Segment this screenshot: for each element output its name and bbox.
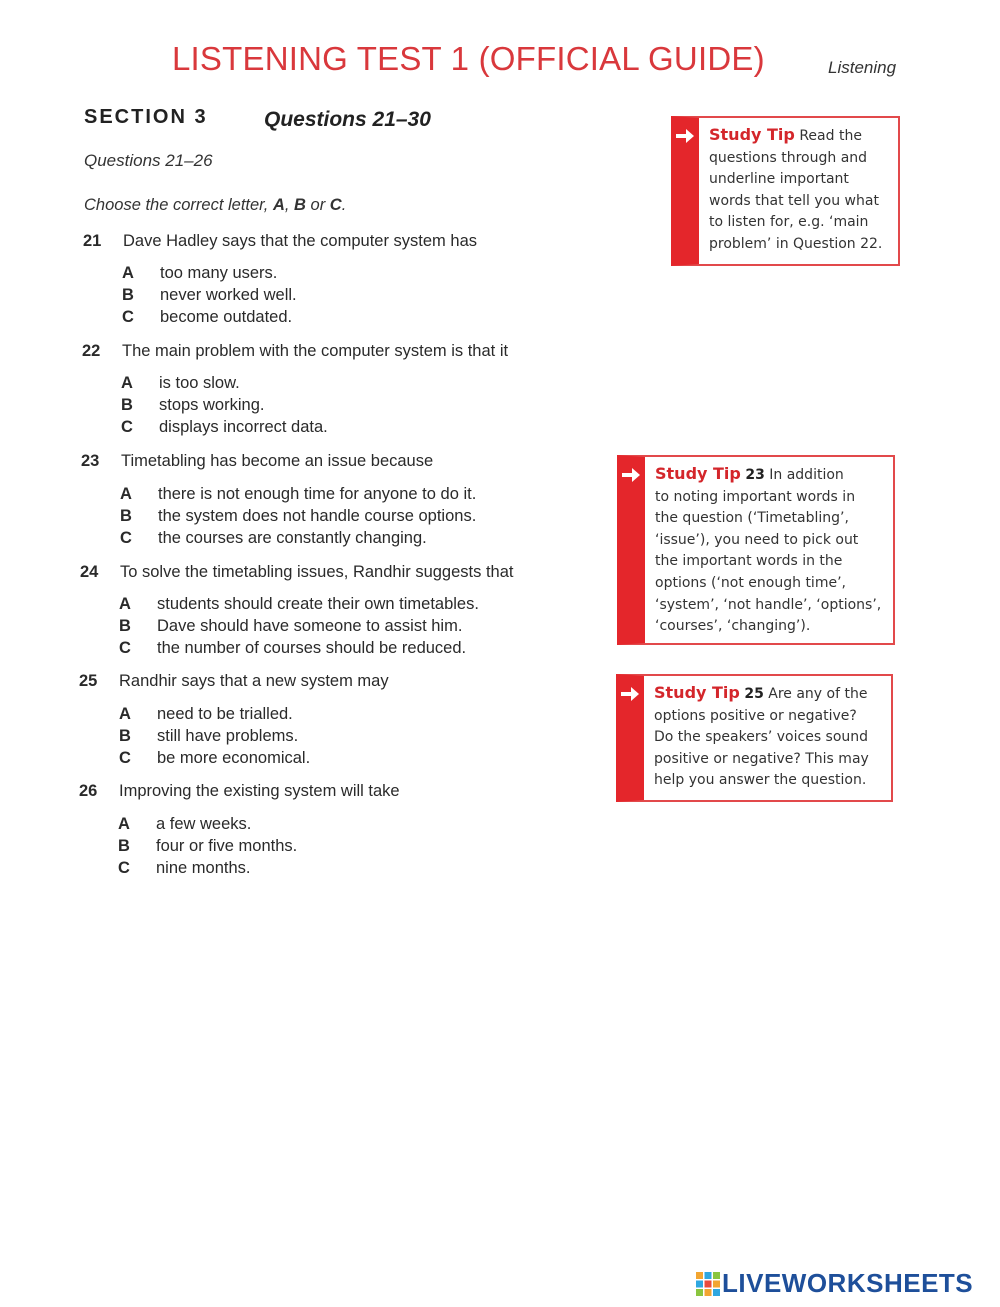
instruction-letter-c: C [329, 196, 342, 214]
option-letter: C [119, 639, 131, 657]
study-tip-line: ‘issue’), you need to pick out [655, 531, 859, 548]
arrow-right-icon [618, 682, 642, 706]
study-tip-heading: Study Tip [655, 464, 741, 483]
option-text: students should create their own timetables. [157, 595, 479, 613]
study-tip-number: 23 [745, 467, 765, 483]
option-letter: C [120, 529, 132, 547]
study-tip-heading: Study Tip [654, 683, 740, 702]
question-number: 25 [79, 672, 98, 690]
option-text: there is not enough time for anyone to do it. [158, 485, 477, 503]
study-tip-line: Are any of the [768, 686, 868, 702]
option-text: never worked well. [160, 286, 297, 304]
study-tip-line: to listen for, e.g. ‘main [709, 214, 869, 231]
option-text: the courses are constantly changing. [158, 529, 427, 547]
instruction [84, 196, 346, 215]
option-text: the system does not handle course options. [158, 507, 477, 525]
option-text: become outdated. [160, 308, 293, 326]
option-letter: A [119, 595, 131, 613]
instruction-sep: or [305, 196, 330, 214]
question-number: 22 [82, 342, 101, 360]
question-stem: Improving the existing system will take [119, 782, 400, 800]
arrow-right-icon [673, 124, 697, 148]
study-tip-line: options positive or negative? [654, 707, 857, 724]
liveworksheets-logo-icon [696, 1272, 720, 1296]
page-title: LISTENING TEST 1 (OFFICIAL GUIDE) [172, 40, 765, 77]
study-tip-line: ‘system’, ‘not handle’, ‘options’, [655, 596, 882, 613]
study-tip-body [709, 124, 890, 256]
option-letter: B [119, 617, 131, 635]
study-tip-line: words that tell you what [709, 192, 879, 209]
section-range: Questions 21–30 [264, 108, 431, 131]
option-letter: A [120, 485, 132, 503]
study-tip-line: Do the speakers’ voices sound [654, 729, 869, 746]
study-tip-box [617, 455, 895, 645]
study-tip-body [654, 682, 883, 792]
option-letter: A [121, 374, 133, 392]
option-letter: B [121, 396, 133, 414]
option-letter: C [118, 859, 130, 877]
question-stem: Dave Hadley says that the computer system has [123, 232, 477, 250]
option-text: the number of courses should be reduced. [157, 639, 467, 657]
option-letter: B [122, 286, 134, 304]
study-tip-line: ‘courses’, ‘changing’). [655, 618, 811, 635]
instruction-letter-b: B [294, 196, 306, 214]
study-tip-line: to noting important words in [655, 488, 856, 505]
arrow-right-icon [619, 463, 643, 487]
instruction-text: Choose the correct letter, [84, 196, 273, 214]
option-letter: C [121, 418, 133, 436]
option-letter: C [119, 749, 131, 767]
option-text: still have problems. [157, 727, 299, 745]
option-text: a few weeks. [156, 815, 252, 833]
study-tip-number: 25 [744, 686, 764, 702]
option-letter: C [122, 308, 134, 326]
running-header: Listening [828, 58, 897, 77]
section-label: SECTION 3 [84, 106, 208, 128]
study-tip-heading: Study Tip [709, 125, 795, 144]
option-letter: A [122, 264, 134, 282]
study-tip-line: help you answer the question. [654, 772, 867, 789]
study-tip-line: Read the [799, 128, 862, 144]
option-text: stops working. [159, 396, 265, 414]
question-stem: Timetabling has become an issue because [121, 452, 434, 470]
liveworksheets-brand [696, 1268, 996, 1298]
instruction-end: . [341, 196, 347, 214]
study-tip-box [671, 116, 900, 266]
study-tip-line: underline important [709, 171, 849, 188]
question-stem: The main problem with the computer system is that it [122, 342, 509, 360]
study-tip-line: positive or negative? This may [654, 750, 869, 767]
question-number: 26 [79, 782, 98, 800]
study-tip-line: options (‘not enough time’, [655, 574, 846, 591]
sub-range: Questions 21–26 [84, 151, 213, 170]
question-number: 23 [81, 452, 100, 470]
option-letter: B [119, 727, 131, 745]
option-text: Dave should have someone to assist him. [157, 617, 463, 635]
option-text: displays incorrect data. [159, 418, 328, 436]
option-letter: A [119, 705, 131, 723]
option-letter: B [120, 507, 132, 525]
option-letter: B [118, 837, 130, 855]
study-tip-line: the question (‘Timetabling’, [655, 510, 849, 527]
brand-name: LIVEWORKSHEETS [722, 1268, 974, 1298]
instruction-sep: , [284, 196, 295, 214]
instruction-letter-a: A [272, 196, 285, 214]
question-stem: To solve the timetabling issues, Randhir suggests that [120, 563, 514, 581]
question-number: 21 [83, 232, 102, 250]
option-text: is too slow. [159, 374, 240, 392]
option-text: be more economical. [157, 749, 311, 767]
study-tip-line: questions through and [709, 149, 868, 166]
option-text: need to be trialled. [157, 705, 293, 723]
option-text: nine months. [156, 859, 251, 877]
study-tip-line: In addition [769, 467, 844, 483]
question-number: 24 [80, 563, 99, 581]
option-letter: A [118, 815, 130, 833]
study-tip-body [655, 463, 885, 638]
question-stem: Randhir says that a new system may [119, 672, 389, 690]
option-text: too many users. [160, 264, 278, 282]
option-text: four or five months. [156, 837, 298, 855]
study-tip-line: problem’ in Question 22. [709, 235, 883, 252]
study-tip-box [616, 674, 893, 802]
study-tip-line: the important words in the [655, 553, 843, 570]
